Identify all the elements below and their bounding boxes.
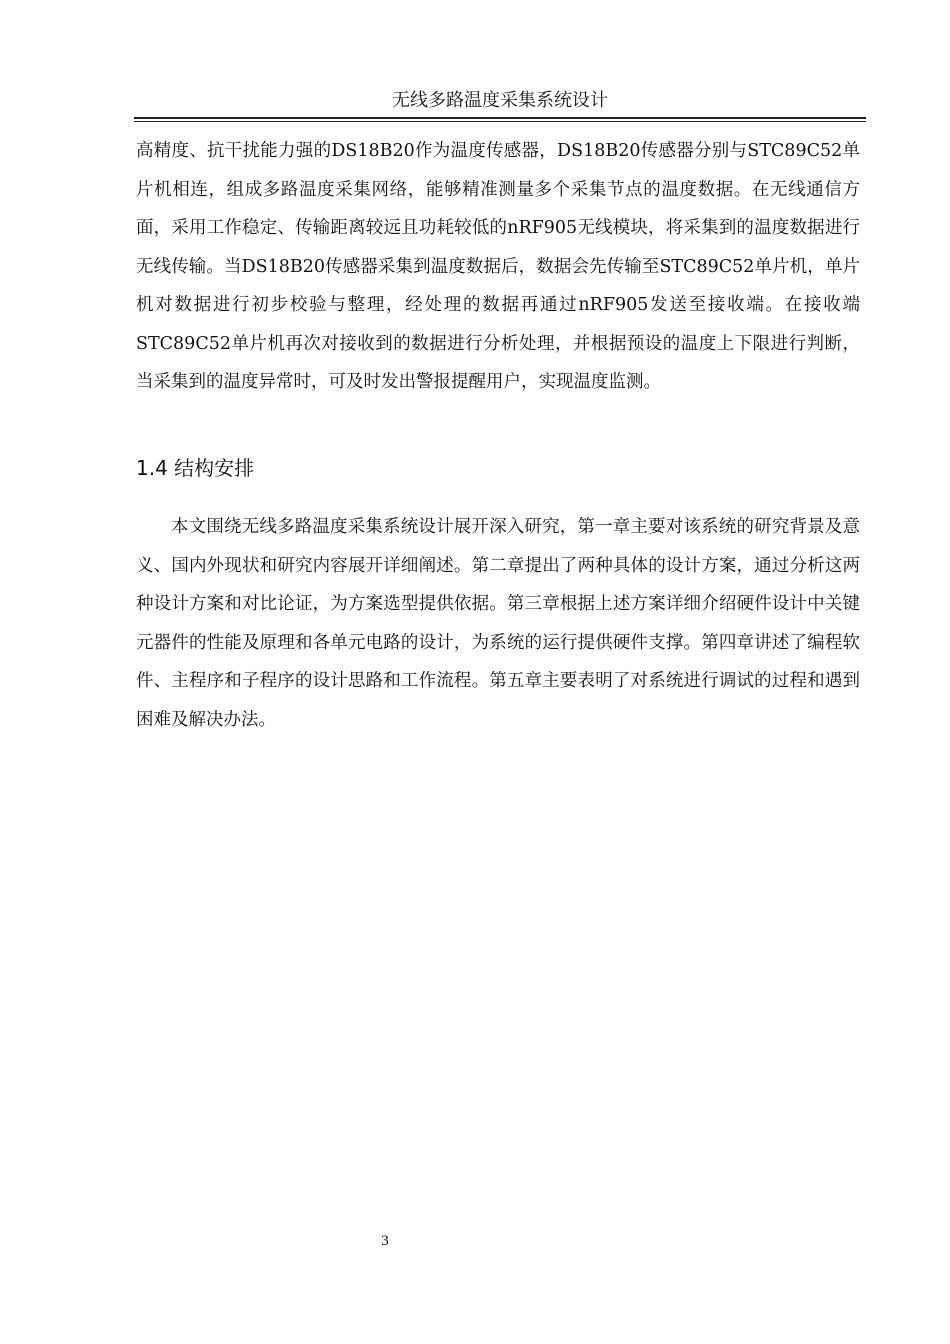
header-rule — [134, 117, 866, 122]
body-paragraph-2: 本文围绕无线多路温度采集系统设计展开深入研究，第一章主要对该系统的研究背景及意义、国内外现状和研究内容展开详细阐述。第二章提出了两种具体的设计方案，通过分析这两种设计方案和对比论证，为方案选型提供依据。第三章根据上述方案详细介绍硬件设计中关键元器件的性能及原理和各单元电路的设计，为系统的运行提供硬件支撑。第四章讲述了编程软件、主程序和子程序的设计思路和工作流程。第五章主要表明了对系统进行调试的过程和遇到困难及解决办法。 — [136, 517, 860, 730]
page-number: 3 — [381, 1233, 389, 1249]
body-paragraph-1: 高精度、抗干扰能力强的DS18B20作为温度传感器，DS18B20传感器分别与STC89C52单片机相连，组成多路温度采集网络，能够精准测量多个采集节点的温度数据。在无线通信方面，采用工作稳定、传输距离较远且功耗较低的nRF905无线模块，将采集到的温度数据进行无线传输。当DS18B20传感器采集到温度数据后，数据会先传输至STC89C52单片机，单片机对数据进行初步校验与整理，经处理的数据再通过nRF905发送至接收端。在接收端STC89C52单片机再次对接收到的数据进行分析处理，并根据预设的温度上下限进行判断，当采集到的温度异常时，可及时发出警报提醒用户，实现温度监测。 — [136, 141, 860, 392]
running-header-title: 无线多路温度采集系统设计 — [392, 90, 608, 111]
section-heading-1-4: 1.4 结构安排 — [136, 456, 255, 480]
